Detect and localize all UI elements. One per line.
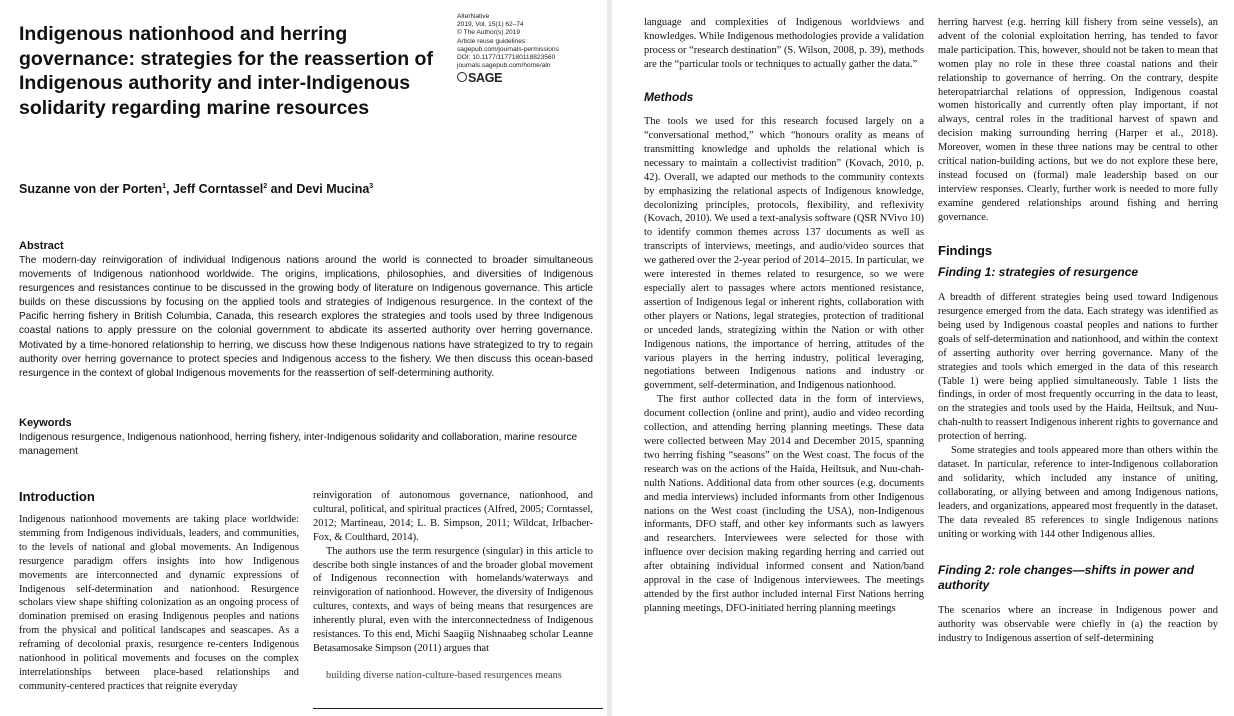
finding-1-heading: Finding 1: strategies of resurgence — [938, 264, 1139, 279]
left-page — [0, 0, 607, 716]
right-page — [612, 0, 1234, 716]
introduction-heading: Introduction — [19, 489, 95, 504]
author-name: Jeff Corntassel — [172, 182, 264, 196]
right-column-1 — [644, 16, 924, 616]
introduction-paragraph: The authors use the term resurgence (singular) in this article to describe both single instances of and the broader global movement of Indigenous reconnection with homelands/waterways and reinvigoration of nationhood. However, the diversity of Indigenous cultures, contexts, and ways of being means that resurgences are inherently plural, even with the interconnectedness of Indigenous resistances. To this end, Michi Saagiig Nishnaabeg scholar Leanne Betasamosake Simpson (2011) argues that — [313, 545, 593, 654]
introduction-column-1 — [19, 513, 299, 694]
author-name: Suzanne von der Porten — [19, 182, 163, 196]
abstract-heading: Abstract — [19, 240, 64, 252]
author-name: Devi Mucina — [296, 182, 370, 196]
author-separator: and — [267, 182, 297, 196]
finding-2-paragraph: The scenarios where an increase in Indigenous power and authority was observable were chiefly in (a) the reaction by industry to Indigenous assertion of self-determining — [938, 605, 1218, 645]
journal-copyright: © The Author(s) 2019 — [457, 29, 521, 37]
article-title: Indigenous nationhood and herring governance: strategies for the reassertion of Indigenous authority and inter-Indigenous solidarity regarding marine resources — [19, 23, 433, 119]
author-affiliation: 3 — [369, 182, 374, 190]
author-affiliation: 1 — [162, 182, 166, 190]
journal-name: AlterNative — [457, 13, 490, 20]
journal-home-link[interactable]: journals.sagepub.com/home/aln — [457, 62, 551, 70]
introduction-column-2 — [313, 489, 593, 683]
keywords-text: Indigenous resurgence, Indigenous nationhood, herring fishery, inter-Indigenous solidarity and collaboration, marine resource management — [19, 432, 578, 458]
publisher-logo-text: SAGE — [468, 71, 503, 86]
author-separator: , — [166, 182, 173, 196]
journal-permissions-link[interactable]: sagepub.com/journals-permissions — [457, 45, 559, 53]
right-column-2 — [938, 16, 1218, 646]
finding-1-paragraph: Some strategies and tools appeared more than others within the dataset. In particular, reference to inter-Indigenous collaboration and solidarity, which included any instance of uniting, collaborating, or allying between and among Indigenous nations, leaders, and organizations, appeared most frequently in the dataset. The data revealed 85 references to single Indigenous nations uniting or working with 144 other Indigenous allies. — [938, 445, 1218, 540]
journal-info — [457, 13, 607, 85]
sage-logo-icon — [457, 72, 467, 82]
abstract-text: The modern-day reinvigoration of individual Indigenous nations around the world is connected to broader simultaneous movements of Indigenous nationhood worldwide. The origins, implications, philosophies, and diversities of Indigenous resurgences and resistances continue to be discussed in the growing body of literature on Indigenous governance. This article builds on these discussions by focusing on the applied tools and strategies of Indigenous resurgence. In the context of the Pacific herring fishery in British Columbia, Canada, this research explores the strategies and tools used by three Indigenous coastal nations to apply pressure on the colonial government to abdicate its asserted authority over herring governance. Motivated by a time-honored relationship to herring, we discuss how these Indigenous nations have strategized to try to regain authority over herring governance to protect species and Indigenous access to the fishery. We then discuss this ocean-based resurgence in the context of global Indigenous movements for the reassertion of self-determining authority. — [19, 255, 593, 379]
methods-heading: Methods — [644, 89, 694, 104]
quote-cutoff-line: building diverse nation-culture-based resurgences means — [326, 669, 562, 681]
body-paragraph: herring harvest (e.g. herring kill fishery from seine vessels), an advent of the colonial exploitation herring, has tended to favor male participation. This, however, should not be taken to mean that women play no role in these three coastal nations and their relationship to governance of herring. On the contrary, despite heteropatriarchal relations of oppression, Indigenous coastal women historically and currently often play important, if not always, central roles in the traditional harvest of spawn and decision making surrounding herring (Harper et al., 2018). Moreover, women in these three nations may be central to other critical nation-building actions, but we do not explore these here, instead focused on (formal) male leadership based on our interview responses. Clearly, further work is needed to more fully examine gendered relationships around fishing and herring governance. — [938, 17, 1218, 223]
findings-heading: Findings — [938, 242, 993, 258]
methods-paragraph: The tools we used for this research focused largely on a “conversational method,” which “honours orality as means of transmitting knowledge and upholds the relational which is necessary to maintain a collectivist tradition” (Kovach, 2010, p. 42). Overall, we adapted our methods to the community contexts by emphasizing the relational aspects of Indigenous knowledge, decolonizing principles, protocols, flexibility, and reflexivity (Kovach, 2010). We used a text-analysis software (QSR NVivo 10) to identify common themes across 137 documents as well as transcripts of interviews, meetings, and audio/video sources that we gathered over the 2-year period of 2014–2015. In particular, we were interested in themes related to resurgence, so we were especially alert to passages where actors mentioned resistance, assertion of Indigenous legal or inherent rights, collaboration with other players or Nations, legal strategies, protection of traditional or unceded lands, strategizing within the Nation or with other Indigenous nations, the importance of herring, attitudes of the various players in the herring industry, political leveraging, negotiations between Indigenous nations and industry or government, self-determination, and Indigenous nationhood. — [644, 116, 924, 392]
finding-2-heading: Finding 2: role changes—shifts in power and authority — [938, 563, 1195, 592]
journal-volume: 2019, Vol. 15(1) 62–74 — [457, 21, 524, 29]
journal-reuse-label: Article reuse guidelines: — [457, 37, 528, 45]
body-paragraph: language and complexities of Indigenous worldviews and knowledges. While Indigenous methodologies provide a validation process or “research destination” (S. Wilson, 2008, p. 39), methods are the “particular tools or techniques to actually gather the data.” — [644, 17, 924, 70]
publisher-logo — [457, 71, 607, 85]
journal-doi[interactable]: DOI: 10.1177/1177180118823560 — [457, 54, 556, 62]
author-list — [19, 182, 373, 196]
finding-1-paragraph: A breadth of different strategies being used toward Indigenous resurgence emerged from the data. Each strategy was identified as being used by Indigenous coastal peoples and nations to further goals of self-determination and nationhood, and within the context of asserting authority over herring governance. Many of the strategies and tools which emerged in the data of this research (Table 1) were being applied simultaneously. Table 1 lists the findings, in order of most frequently occurring in the data to least, on the strategies and tools used by the Haida, Heiltsuk, and Nuu-chah-nulth to reassert Indigenous inherent rights to governance and protection of herring. — [938, 292, 1218, 443]
keywords-heading: Keywords — [19, 417, 72, 429]
author-affiliation: 2 — [263, 182, 268, 190]
introduction-paragraph: reinvigoration of autonomous governance, nationhood, and cultural, political, and spiritual practices (Alfred, 2005; Corntassel, 2012; Martineau, 2014; L. B. Simpson, 2011; Wildcat, Irlbacher-Fox, & Coulthard, 2014). — [313, 490, 593, 543]
methods-paragraph: The first author collected data in the form of interviews, document collection (online and print), audio and video recording collection, and attending herring planning meetings. These data were collected between May 2014 and December 2015, spanning two herring fishing “seasons” on the West coast. The focus of the research was on the actions of the Haida, Heiltsuk, and Nuu-chah-nulth Nations. Additional data from other sources (e.g. documents and media interviews) included informants from other Indigenous nations on the West coast (including the USA), non-Indigenous informants, DFO staff, and other key informants such as lawyers and researchers. Interviewees were selected for those with influence over decision making regarding herring and carried out after obtaining individual informed consent and Nation/band approval in the case of Indigenous interviewees. The meetings attended by the first author included internal First Nations herring planning meetings, DFO-initiated herring planning meetings — [644, 394, 924, 614]
page-bottom-rule — [313, 708, 603, 709]
introduction-paragraph: Indigenous nationhood movements are taking place worldwide: stemming from Indigenous individuals, leaders, and communities, to the levels of national and global movements. An Indigenous resurgence paradigm offers insights into how Indigenous movements are interconnected and dynamic expressions of Indigenous self-determination and nationhood. Resurgence scholars view shape shifting colonization as an ongoing process of domination premised on erasing Indigenous peoples and nations from the physical and political landscapes and seascapes. As a reframing of decolonial praxis, resurgence re-centers Indigenous nationhood in political movements and focuses on the complex interrelationships between place-based relationships and community-centered practices that reignite everyday — [19, 514, 299, 692]
